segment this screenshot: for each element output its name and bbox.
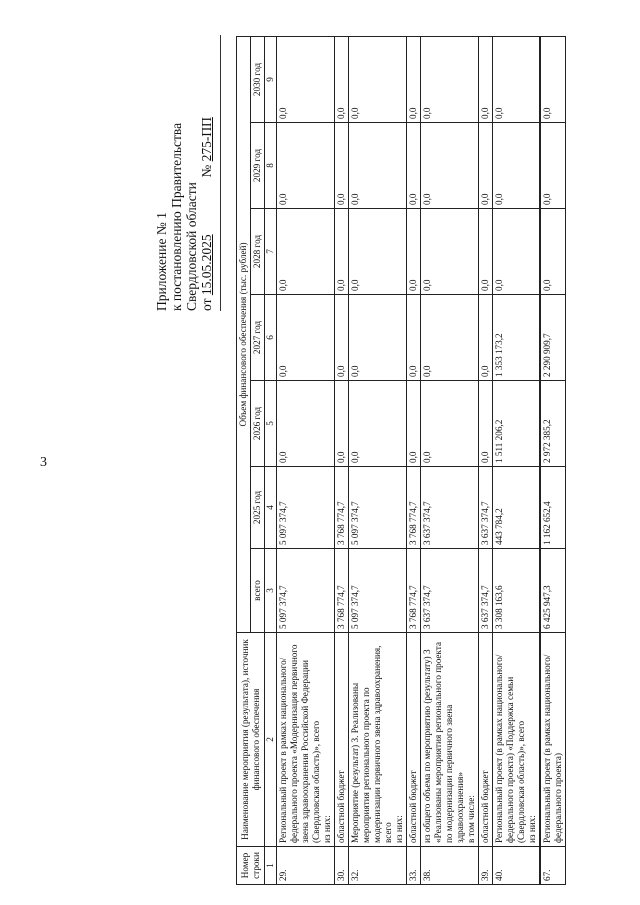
table-row	[277, 37, 335, 885]
header-2028: 2028 год	[251, 209, 265, 295]
col-number: 6	[265, 295, 277, 381]
value-y2027: 0,0	[277, 295, 335, 381]
value-total: 3 768 774,7	[335, 549, 349, 633]
value-y2028: 0,0	[335, 209, 349, 295]
value-y2027: 0,0	[421, 295, 479, 381]
row-name-cell	[407, 633, 421, 847]
row-subnote: из них:	[394, 815, 404, 843]
value-y2026: 0,0	[349, 381, 407, 467]
value-y2029: 0,0	[335, 123, 349, 209]
table-row	[349, 37, 407, 885]
value-y2028: 0,0	[493, 209, 541, 295]
value-y2027: 1 353 173,2	[493, 295, 541, 381]
value-y2030: 0,0	[421, 37, 479, 123]
col-number: 2	[265, 633, 277, 847]
value-y2028: 0,0	[479, 209, 493, 295]
value-y2029: 0,0	[540, 123, 566, 209]
row-number: 29.	[277, 847, 335, 885]
row-number: 39.	[479, 847, 493, 885]
col-number: 7	[265, 209, 277, 295]
col-number: 5	[265, 381, 277, 467]
value-total: 5 097 374,7	[349, 549, 407, 633]
col-number: 1	[265, 847, 277, 885]
value-y2025: 3 768 774,7	[335, 467, 349, 549]
header-volume: Объем финансового обеспечения (тыс. рублей)	[237, 37, 251, 633]
value-y2025: 443 784,2	[493, 467, 541, 549]
row-name-cell	[540, 633, 566, 847]
table-row	[479, 37, 493, 885]
value-y2029: 0,0	[349, 123, 407, 209]
table-row	[540, 37, 566, 885]
row-name: Мероприятие (результат) 3. Реализованы мероприятия регионального проекта по модернизации первичного звена здравоохранения, всего	[350, 645, 393, 843]
value-y2029: 0,0	[493, 123, 541, 209]
value-y2025: 5 097 374,7	[349, 467, 407, 549]
value-y2027: 0,0	[349, 295, 407, 381]
row-subnote: из них:	[527, 815, 537, 843]
value-y2027: 0,0	[479, 295, 493, 381]
col-number: 8	[265, 123, 277, 209]
column-number-row	[265, 37, 277, 885]
row-number: 67.	[540, 847, 566, 885]
col-number: 9	[265, 37, 277, 123]
row-name: Региональный проект в рамках национального/федерального проекта «Модернизация первичного звена здравоохранения Российской Федерации (Свердловская область)», всего	[278, 644, 321, 843]
row-name: из общего объема по мероприятию (результату) 3 «Реализованы мероприятия регионального проекта по модернизации первичного звена здравоохранения»	[422, 641, 465, 843]
value-y2030: 0,0	[479, 37, 493, 123]
value-y2026: 2 972 385,2	[540, 381, 566, 467]
appendix-title: Приложение № 1	[154, 212, 169, 311]
page-number: 3	[40, 455, 47, 470]
header-2030: 2030 год	[251, 37, 265, 123]
table-row	[421, 37, 479, 885]
appendix-date-line	[199, 51, 214, 311]
value-total: 3 637 374,7	[479, 549, 493, 633]
decree-date: 15.05.2025	[199, 234, 214, 296]
value-y2025: 3 768 774,7	[407, 467, 421, 549]
value-y2030: 0,0	[540, 37, 566, 123]
value-y2028: 0,0	[540, 209, 566, 295]
value-y2027: 0,0	[335, 295, 349, 381]
header-row-number: Номер строки	[237, 847, 265, 885]
row-name: областной бюджет	[336, 770, 346, 843]
row-number: 30.	[335, 847, 349, 885]
value-y2030: 0,0	[407, 37, 421, 123]
value-total: 6 425 947,3	[540, 549, 566, 633]
value-y2026: 0,0	[277, 381, 335, 467]
decree-number: 275-ПП	[199, 117, 214, 162]
value-y2025: 3 637 374,7	[479, 467, 493, 549]
value-y2029: 0,0	[277, 123, 335, 209]
row-name: областной бюджет	[480, 770, 490, 843]
financing-table	[236, 36, 566, 885]
header-name: Наименование мероприятия (результата), источник финансового обеспечения	[237, 633, 265, 847]
value-y2026: 0,0	[421, 381, 479, 467]
value-y2028: 0,0	[407, 209, 421, 295]
row-name: Региональный проект (в рамках национального/федерального проекта)	[542, 654, 563, 843]
value-total: 3 768 774,7	[407, 549, 421, 633]
value-y2026: 0,0	[335, 381, 349, 467]
value-y2030: 0,0	[349, 37, 407, 123]
value-y2029: 0,0	[421, 123, 479, 209]
value-y2027: 2 290 909,7	[540, 295, 566, 381]
row-name-cell	[349, 633, 407, 847]
row-subnote: из них:	[322, 815, 332, 843]
number-label: №	[199, 164, 214, 178]
value-y2029: 0,0	[479, 123, 493, 209]
value-y2027: 0,0	[407, 295, 421, 381]
top-rule	[220, 35, 221, 311]
header-2029: 2029 год	[251, 123, 265, 209]
value-total: 3 637 374,7	[421, 549, 479, 633]
header-2027: 2027 год	[251, 295, 265, 381]
value-y2028: 0,0	[421, 209, 479, 295]
value-y2026: 0,0	[407, 381, 421, 467]
row-name-cell	[421, 633, 479, 847]
row-name-cell	[277, 633, 335, 847]
value-y2026: 1 511 206,2	[493, 381, 541, 467]
appendix-header	[154, 51, 214, 311]
appendix-government: Свердловской области	[184, 182, 199, 311]
row-subnote: в том числе:	[466, 795, 476, 843]
row-number: 40.	[493, 847, 541, 885]
rotated-sheet	[148, 15, 618, 885]
value-y2030: 0,0	[277, 37, 335, 123]
header-2026: 2026 год	[251, 381, 265, 467]
appendix-decree: к постановлению Правительства	[169, 122, 184, 311]
value-y2028: 0,0	[277, 209, 335, 295]
table-row	[493, 37, 541, 885]
row-name-cell	[493, 633, 541, 847]
row-number: 32.	[349, 847, 407, 885]
value-y2030: 0,0	[493, 37, 541, 123]
from-label: от	[199, 298, 214, 311]
value-y2029: 0,0	[407, 123, 421, 209]
value-total: 3 308 163,6	[493, 549, 541, 633]
value-y2025: 1 162 652,4	[540, 467, 566, 549]
value-y2025: 5 097 374,7	[277, 467, 335, 549]
header-total: всего	[251, 549, 265, 633]
col-number: 3	[265, 549, 277, 633]
header-2025: 2025 год	[251, 467, 265, 549]
value-y2026: 0,0	[479, 381, 493, 467]
row-name-cell	[335, 633, 349, 847]
row-number: 38.	[421, 847, 479, 885]
value-y2025: 3 637 374,7	[421, 467, 479, 549]
value-y2028: 0,0	[349, 209, 407, 295]
row-name: Региональный проект (в рамках национального/федерального проекта) «Поддержка семьи (Свердловская область)», всего	[494, 654, 526, 843]
value-y2030: 0,0	[335, 37, 349, 123]
row-number: 33.	[407, 847, 421, 885]
row-name-cell	[479, 633, 493, 847]
table-row	[335, 37, 349, 885]
col-number: 4	[265, 467, 277, 549]
value-total: 5 097 374,7	[277, 549, 335, 633]
table-body	[277, 37, 566, 885]
table-row	[407, 37, 421, 885]
row-name: областной бюджет	[408, 770, 418, 843]
